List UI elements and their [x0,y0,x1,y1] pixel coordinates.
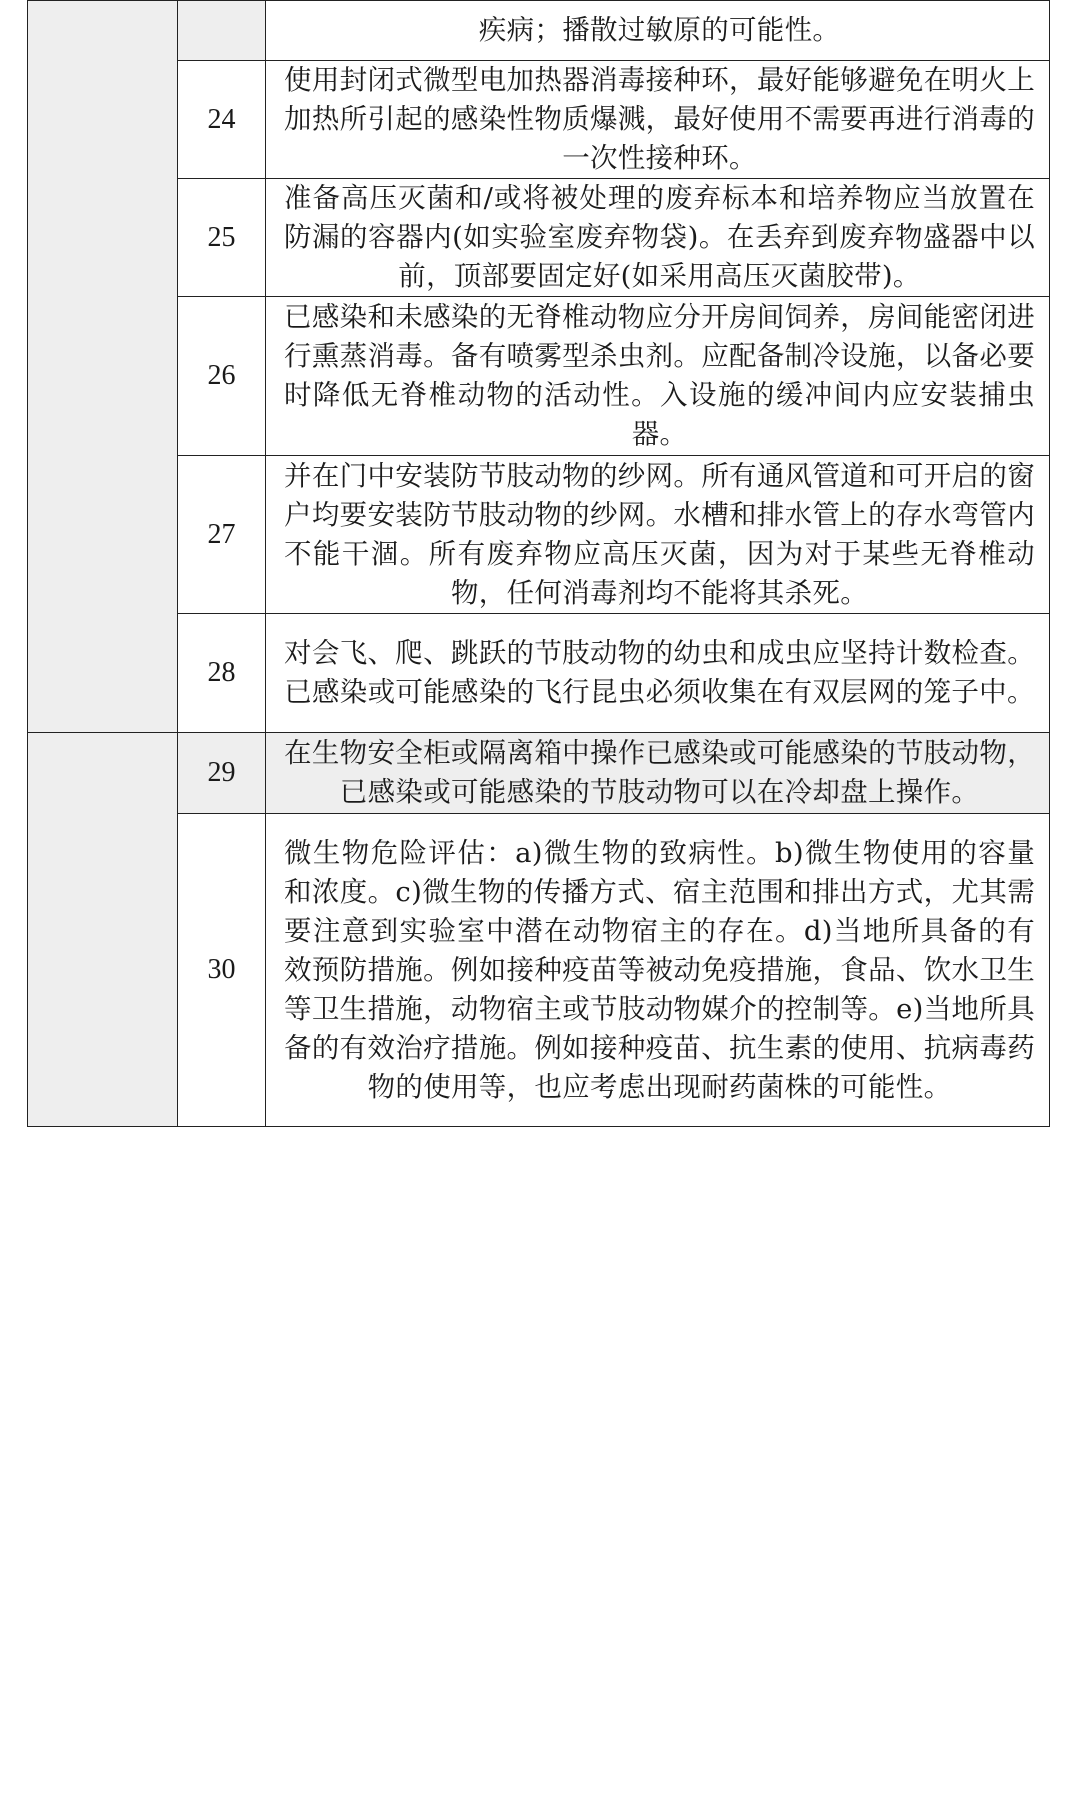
item-text-cell: 已感染和未感染的无脊椎动物应分开房间饲养，房间能密闭进行熏蒸消毒。备有喷雾型杀虫剂。应配备制冷设施，以备必要时降低无脊椎动物的活动性。入设施的缓冲间内应安装捕虫器。 [266,297,1050,456]
item-number-cell: 24 [178,61,266,179]
table-row [28,814,1050,1127]
table-row [28,179,1050,297]
item-text-cell: 疾病；播散过敏原的可能性。 [266,1,1050,61]
table-row [28,297,1050,456]
category-cell-lower [28,733,178,1127]
item-text-cell: 对会飞、爬、跳跃的节肢动物的幼虫和成虫应坚持计数检查。已感染或可能感染的飞行昆虫必须收集在有双层网的笼子中。 [266,614,1050,733]
table-row [28,1,1050,61]
item-number-cell: 27 [178,456,266,614]
item-number-cell: 29 [178,733,266,814]
item-text-cell: 并在门中安装防节肢动物的纱网。所有通风管道和可开启的窗户均要安装防节肢动物的纱网。水槽和排水管上的存水弯管内不能干涸。所有废弃物应高压灭菌，因为对于某些无脊椎动物，任何消毒剂均不能将其杀死。 [266,456,1050,614]
item-number-cell [178,1,266,61]
item-number-cell: 28 [178,614,266,733]
table-row [28,614,1050,733]
item-number-cell: 25 [178,179,266,297]
item-text-cell: 准备高压灭菌和/或将被处理的废弃标本和培养物应当放置在防漏的容器内(如实验室废弃物袋)。在丢弃到废弃物盛器中以前，顶部要固定好(如采用高压灭菌胶带)。 [266,179,1050,297]
requirements-table [27,0,1050,1127]
item-text-cell: 使用封闭式微型电加热器消毒接种环，最好能够避免在明火上加热所引起的感染性物质爆溅，最好使用不需要再进行消毒的一次性接种环。 [266,61,1050,179]
category-cell-upper [28,1,178,733]
item-number-cell: 26 [178,297,266,456]
item-text-cell: 在生物安全柜或隔离箱中操作已感染或可能感染的节肢动物，已感染或可能感染的节肢动物可以在冷却盘上操作。 [266,733,1050,814]
table-row [28,61,1050,179]
item-number-cell: 30 [178,814,266,1127]
table-row [28,733,1050,814]
table-row [28,456,1050,614]
item-text-cell: 微生物危险评估：a)微生物的致病性。b)微生物使用的容量和浓度。c)微生物的传播方式、宿主范围和排出方式，尤其需要注意到实验室中潜在动物宿主的存在。d)当地所具备的有效预防措施。例如接种疫苗等被动免疫措施，食品、饮水卫生等卫生措施，动物宿主或节肢动物媒介的控制等。e)当地所具备的有效治疗措施。例如接种疫苗、抗生素的使用、抗病毒药物的使用等，也应考虑出现耐药菌株的可能性。 [266,814,1050,1127]
